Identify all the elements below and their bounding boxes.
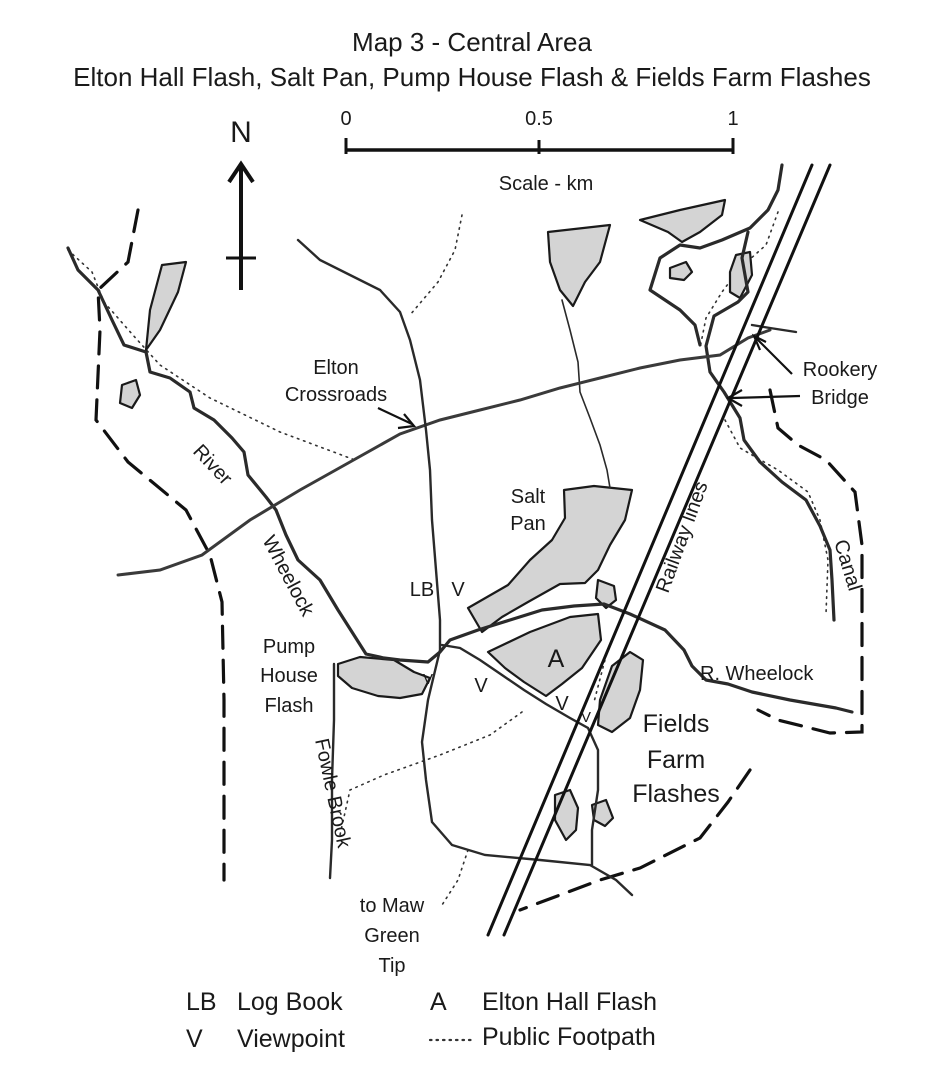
boundary-lines	[96, 210, 862, 910]
scale-bar	[340, 108, 738, 195]
label-flash: Flash	[264, 695, 314, 717]
label-wheelock: Wheelock	[257, 532, 319, 620]
viewpoint-marker-2: V	[422, 671, 434, 688]
railway-lines	[488, 165, 830, 935]
elton-hall-flash	[488, 614, 601, 696]
map-title: Map 3 - Central Area	[352, 27, 592, 57]
fields-farm-flash-small-1	[555, 790, 578, 840]
label-r-wheelock: R. Wheelock	[700, 663, 814, 685]
scale-tick-0: 0	[340, 108, 352, 130]
label-house: House	[260, 665, 318, 687]
legend-lb-key: LB	[186, 988, 217, 1016]
north-flash-right	[640, 200, 725, 242]
small-north-pond-1	[670, 262, 692, 280]
legend-footpath-value: Public Footpath	[482, 1023, 656, 1051]
label-green: Green	[364, 925, 420, 947]
legend-v-value: Viewpoint	[237, 1025, 345, 1053]
label-fields: Fields	[642, 710, 710, 738]
railway-line-1	[488, 165, 812, 935]
label-pump: Pump	[262, 636, 316, 658]
viewpoint-marker-3: V	[474, 675, 488, 697]
label-farm: Farm	[646, 746, 706, 774]
map-legend	[186, 988, 657, 1053]
legend-v-key: V	[186, 1025, 203, 1053]
viewpoint-marker-1: V	[451, 579, 465, 601]
legend-a-value: Elton Hall Flash	[482, 988, 658, 1016]
stream-north	[562, 300, 610, 488]
north-label: N	[230, 116, 252, 149]
label-tip: Tip	[378, 955, 406, 977]
legend-lb-value: Log Book	[237, 988, 343, 1016]
label-flashes: Flashes	[632, 780, 720, 808]
label-canal: Canal	[829, 537, 866, 594]
elton-hall-flash-marker: A	[547, 645, 565, 673]
label-to-maw: to Maw	[359, 895, 425, 917]
scale-tick-mid: 0.5	[525, 108, 553, 130]
north-stream-west	[650, 165, 782, 345]
north-flash-left	[548, 225, 610, 306]
fields-farm-flash-large	[598, 652, 643, 732]
label-crossroads: Crossroads	[284, 384, 388, 406]
river-wheelock	[68, 248, 852, 712]
small-west-pond	[120, 380, 140, 408]
north-west-flash	[146, 262, 186, 350]
map-subtitle: Elton Hall Flash, Salt Pan, Pump House Flash & Fields Farm Flashes	[73, 62, 871, 92]
canal-channel	[706, 232, 834, 620]
label-pan: Pan	[510, 513, 546, 535]
label-rookery: Rookery	[802, 359, 878, 381]
north-arrow	[226, 116, 256, 290]
scale-tick-1: 1	[727, 108, 739, 130]
legend-a-key: A	[430, 988, 447, 1016]
label-salt: Salt	[510, 486, 546, 508]
viewpoint-marker-4: V	[555, 693, 569, 715]
label-fowle-brook: Fowle Brook	[310, 736, 355, 850]
label-log-book-marker: LB	[409, 579, 435, 601]
label-railway-lines: Railway lines	[652, 478, 713, 596]
scale-label: Scale - km	[498, 173, 594, 195]
label-bridge: Bridge	[811, 387, 869, 409]
pump-house-flash	[338, 657, 430, 698]
viewpoint-marker-5: V	[580, 709, 592, 726]
label-river: River	[188, 440, 237, 490]
label-elton: Elton	[313, 357, 359, 379]
